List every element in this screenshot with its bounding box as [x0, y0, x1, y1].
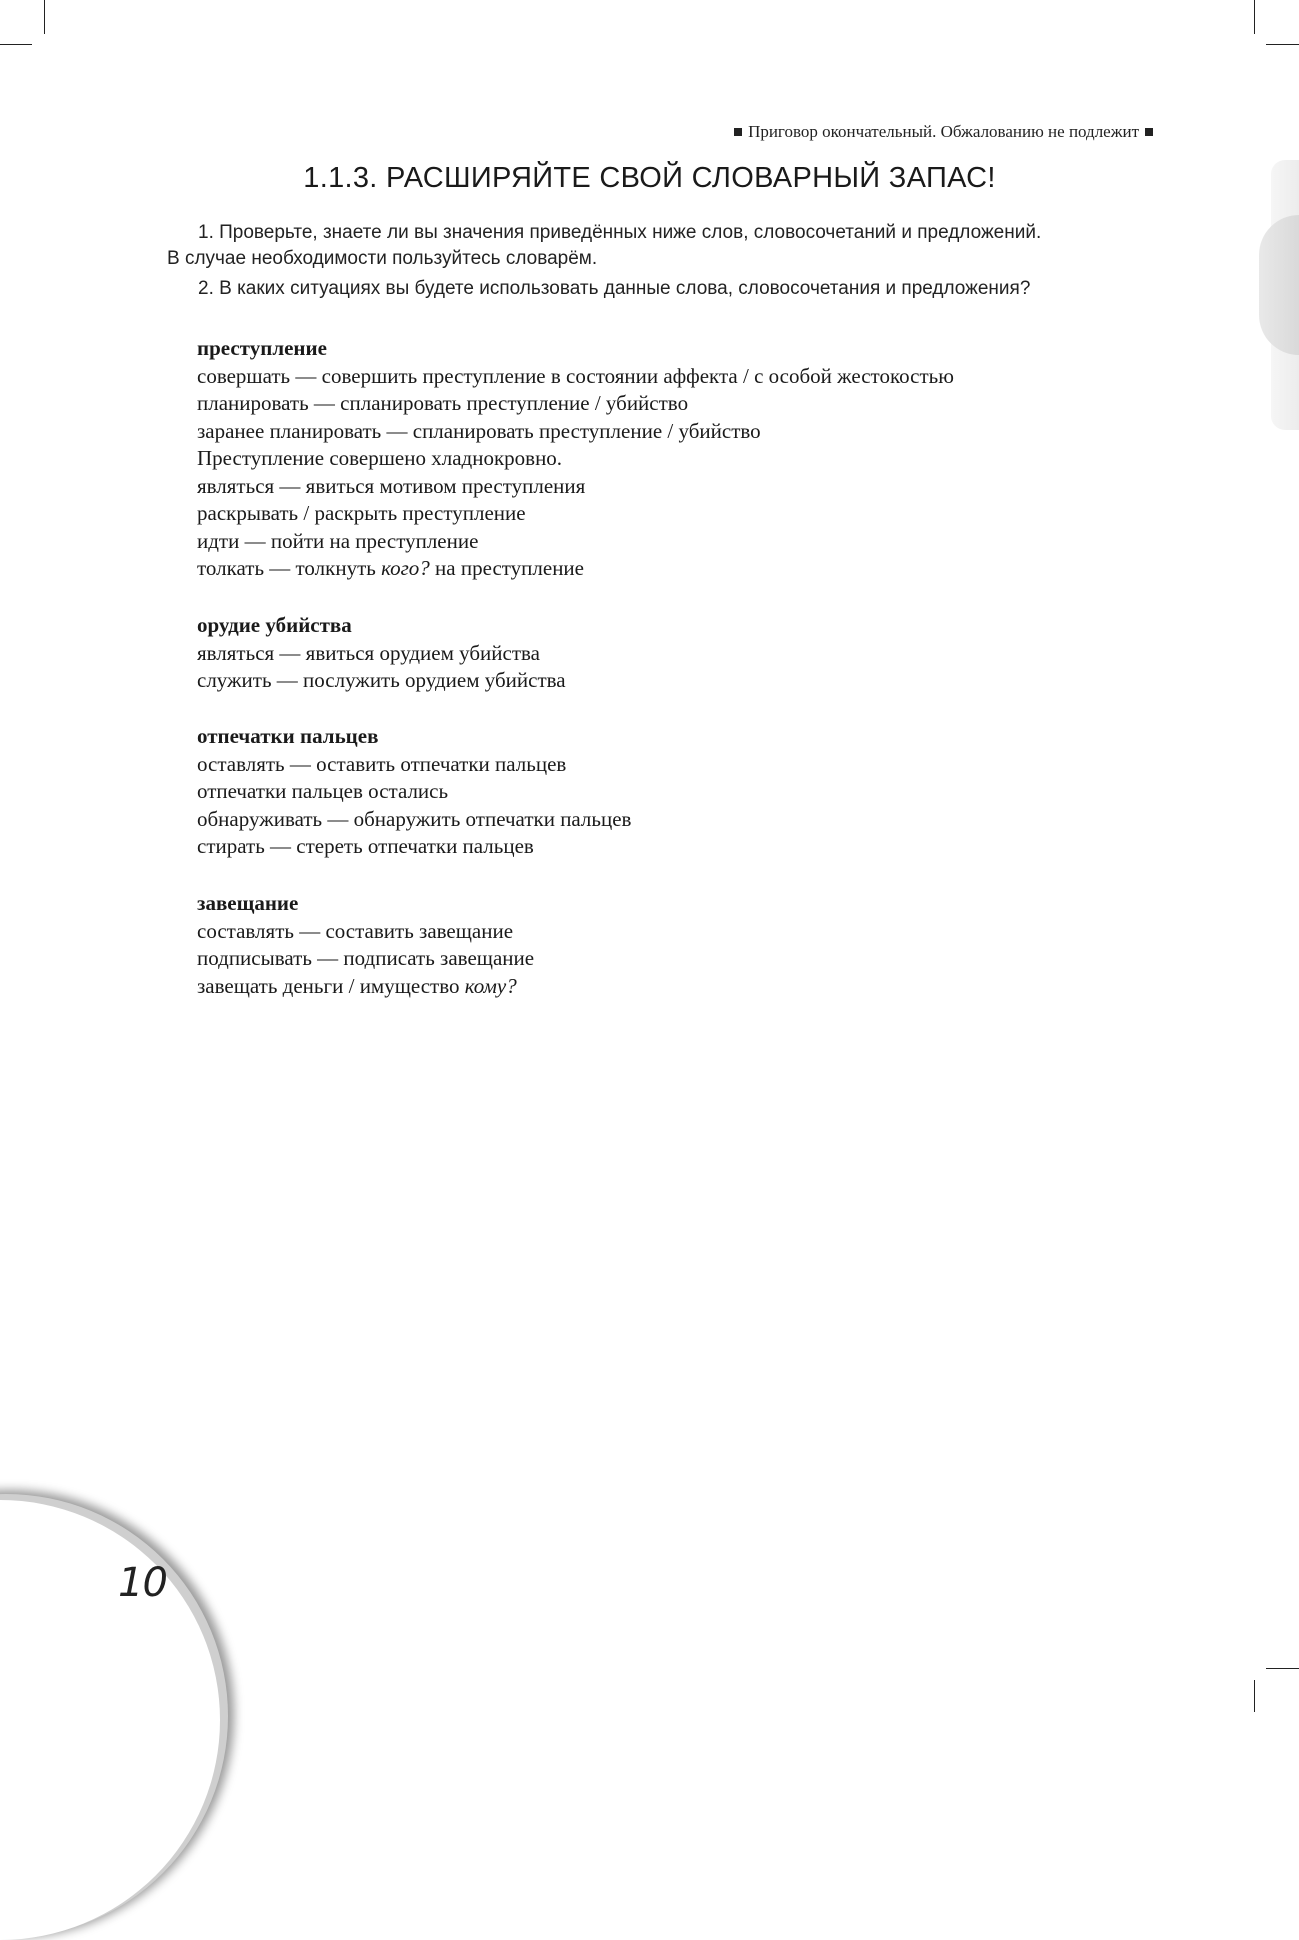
- vocab-line: являться — явиться мотивом преступления: [197, 473, 586, 498]
- crop-mark: [44, 0, 45, 34]
- running-title: Приговор окончательный. Обжалованию не подлежит: [748, 122, 1139, 141]
- vocab-group-crime: [197, 335, 1197, 583]
- crop-mark: [1254, 0, 1255, 34]
- vocab-line: подписывать — подписать завещание: [197, 946, 535, 970]
- vocab-question: кому?: [464, 973, 517, 998]
- crop-mark: [1254, 1680, 1255, 1712]
- vocab-line: заранее планировать — спланировать преступление / убийство: [197, 418, 761, 443]
- vocab-line: являться — явиться орудием убийства: [197, 640, 540, 665]
- vocab-text: завещать деньги / имущество: [197, 973, 465, 998]
- vocab-line: составлять — составить завещание: [197, 918, 514, 943]
- page-number: 10: [118, 1560, 167, 1606]
- instructions: [167, 220, 1167, 302]
- side-tab-knob: [1259, 215, 1299, 355]
- vocab-line: обнаруживать — обнаружить отпечатки пальцев: [197, 806, 632, 831]
- vocab-line: планировать — спланировать преступление / убийство: [197, 391, 689, 415]
- running-header: [728, 122, 1159, 142]
- instruction-2: 2. В каких ситуациях вы будете использовать данные слова, словосочетания и предложения?: [198, 278, 1031, 299]
- vocab-group-fingerprints: [197, 723, 1197, 861]
- vocab-line: стирать — стереть отпечатки пальцев: [197, 834, 534, 858]
- vocab-line: оставлять — оставить отпечатки пальцев: [197, 751, 567, 776]
- instruction-1-line-2: В случае необходимости пользуйтесь словарём.: [167, 248, 598, 269]
- vocab-group-weapon: [197, 612, 1197, 695]
- vocab-line: [197, 973, 1197, 1001]
- instruction-1-line-1: 1. Проверьте, знаете ли вы значения приведённых ниже слов, словосочетаний и предложений.: [198, 222, 1042, 243]
- vocab-heading: орудие убийства: [197, 613, 352, 637]
- vocab-heading: преступление: [197, 336, 327, 360]
- vocab-line: идти — пойти на преступление: [197, 528, 479, 553]
- square-bullet-icon: [734, 128, 742, 136]
- vocab-line: служить — послужить орудием убийства: [197, 668, 566, 692]
- section-title: 1.1.3. РАСШИРЯЙТЕ СВОЙ СЛОВАРНЫЙ ЗАПАС!: [303, 162, 996, 194]
- crop-mark: [1266, 44, 1299, 45]
- vocab-text: на преступление: [429, 556, 584, 580]
- vocab-line: Преступление совершено хладнокровно.: [197, 446, 563, 470]
- square-bullet-icon: [1145, 128, 1153, 136]
- vocab-line: [197, 555, 1197, 583]
- page-number-circle: [0, 1500, 220, 1940]
- vocab-text: толкать — толкнуть: [197, 556, 382, 580]
- vocab-group-will: [197, 890, 1197, 1000]
- vocab-line: отпечатки пальцев остались: [197, 779, 449, 803]
- vocab-line: раскрывать / раскрыть преступление: [197, 501, 526, 525]
- crop-mark: [0, 44, 32, 45]
- vocab-heading: отпечатки пальцев: [197, 724, 379, 748]
- vocab-heading: завещание: [197, 891, 299, 915]
- vocab-line: совершать — совершить преступление в состоянии аффекта / с особой жестокостью: [197, 363, 954, 388]
- vocab-question: кого?: [381, 556, 430, 580]
- crop-mark: [1266, 1668, 1299, 1669]
